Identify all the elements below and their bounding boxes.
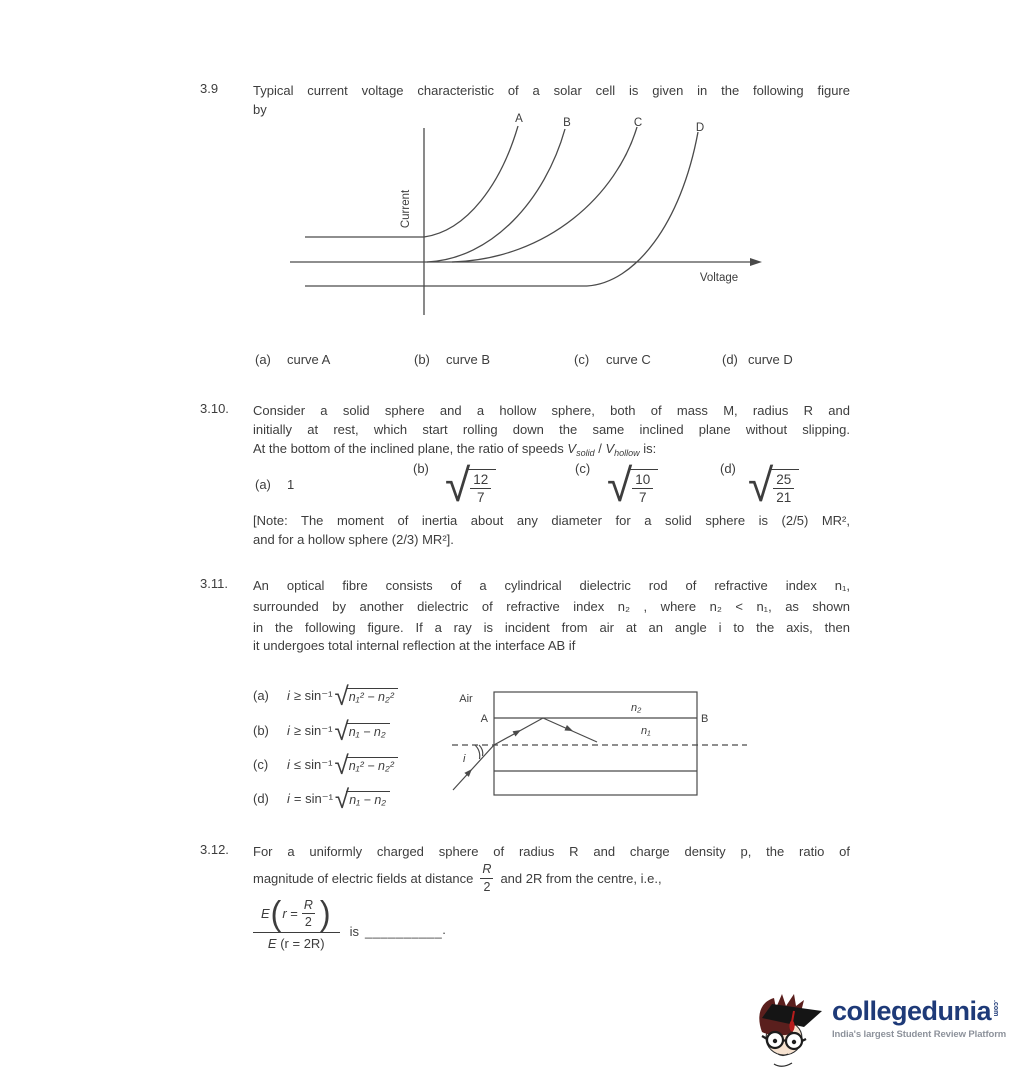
question-text-line: initially at rest, which start rolling down the same inclined plane without slipping. [253,422,850,437]
note-line: [Note: The moment of inertia about any diameter for a solid sphere is (2/5) MR², [253,513,850,528]
radical-sign: √ [607,458,633,511]
formula-denominator: E (r = 2R) [267,935,325,951]
curve-b [427,129,565,262]
option-c: (c) curve C [574,352,651,367]
radical-sign: √ [748,458,774,511]
question-text-line: For a uniformly charged sphere of radius R and charge density p, the ratio of [253,844,850,859]
brand-tagline: India's largest Student Review Platform [832,1029,1007,1040]
curve-label-b: B [563,117,571,129]
x-axis-label: Voltage [699,272,739,284]
ratio-formula: E ( r = $\frac{R}{2}$ ) E (r = 2R) is __________ . [253,898,446,951]
sqrt-fraction: √ 12 7 [445,466,496,506]
sqrt-expression: √ n₁² − n₂² [334,755,397,776]
angle-arc [475,745,480,759]
option-d: (d) curve D [722,352,793,367]
solar-cell-iv-figure [287,112,767,317]
angle-i-label: i [463,753,466,765]
sqrt-expression: √ n₁ − n₂ [334,721,389,742]
question-text-line: by [253,102,267,117]
curve-label-a: A [515,113,523,125]
light-ray [453,718,597,790]
answer-blank: __________ [364,923,443,939]
curve-label-c: C [633,117,643,129]
question-text-line: it undergoes total internal reflection at the interface AB if [253,638,576,653]
option-a: (a) curve A [255,352,331,367]
collegedunia-logo [746,986,1006,1070]
sqrt-expression: √ n₁ − n₂ [335,789,390,810]
formula-numerator: E ( r = $\frac{R}{2}$ ) [253,898,340,933]
ray-arrow [564,725,574,734]
v-hollow-symbol: V [605,441,615,456]
sqrt-fraction: √ 10 7 [607,466,658,506]
x-axis-arrow [750,258,762,266]
question-text-line: surrounded by another dielectric of refractive index n₂ , where n₂ < n₁, as shown [253,599,850,614]
n1-label: n₁ [641,725,651,737]
sqrt-expression: √ n₁² − n₂² [334,686,397,707]
option-b: (b) √ 12 7 [413,461,496,506]
fibre-outline [494,692,697,795]
air-label: Air [459,693,473,705]
radical-sign: √ [334,681,349,711]
note-line: and for a hollow sphere (2/3) MR²]. [253,532,454,547]
question-number: 3.11. [200,576,228,591]
question-text-line: magnitude of electric fields at distance R 2 and 2R from the centre, i.e., [253,862,662,894]
option-a: (a) 1 [255,477,295,492]
radical-sign: √ [445,458,471,511]
radical-sign: √ [334,784,350,814]
v-solid-symbol: V [567,441,577,456]
option-d: (d) i = sin⁻¹ √ n₁ − n₂ [253,789,390,810]
question-text-line: in the following figure. If a ray is incident from air at an angle i to the axis, then [253,620,850,635]
point-b-label: B [701,713,709,725]
option-c: (c) i ≤ sin⁻¹ √ n₁² − n₂² [253,755,398,776]
point-a-label: A [480,713,488,725]
curve-label-d: D [695,122,705,134]
option-a: (a) i ≥ sin⁻¹ √ n₁² − n₂² [253,686,398,707]
curve-a [424,126,518,237]
ray-arrow [513,727,523,736]
curve-c [452,127,637,262]
question-text-line: Consider a solid sphere and a hollow sphere, both of mass M, radius R and [253,403,850,418]
question-text-line: An optical fibre consists of a cylindrical dielectric rod of refractive index n₁, [253,578,850,593]
optical-fibre-figure [448,685,848,810]
option-b: (b) curve B [414,352,491,367]
radical-sign: √ [334,750,349,780]
brand-wordmark: collegedunia [832,996,992,1026]
option-c: (c) √ 10 7 [575,461,658,506]
option-d: (d) √ 25 21 [720,461,799,506]
n2-label: n₂ [631,702,642,714]
question-number: 3.10. [200,401,229,416]
question-text-line: Typical current voltage characteristic of a solar cell is given in the following figure [253,83,850,98]
option-b: (b) i ≥ sin⁻¹ √ n₁ − n₂ [253,721,390,742]
sqrt-fraction: √ 25 21 [748,466,799,506]
r-over-2-fraction: R 2 [482,862,492,894]
radical-sign: √ [334,716,349,746]
question-number: 3.9 [200,81,219,96]
brand-tld: .com [992,1000,1000,1017]
curve-d [587,132,698,286]
question-number: 3.12. [200,842,229,857]
r-over-2-fraction: $\frac{R}{2}$ [303,898,313,930]
question-text-line: At the bottom of the inclined plane, the ratio of speeds $V_{solid} / V_{hollow}$ is: [253,441,657,458]
mascot-icon [746,986,830,1070]
y-axis-label: Current [400,189,412,229]
